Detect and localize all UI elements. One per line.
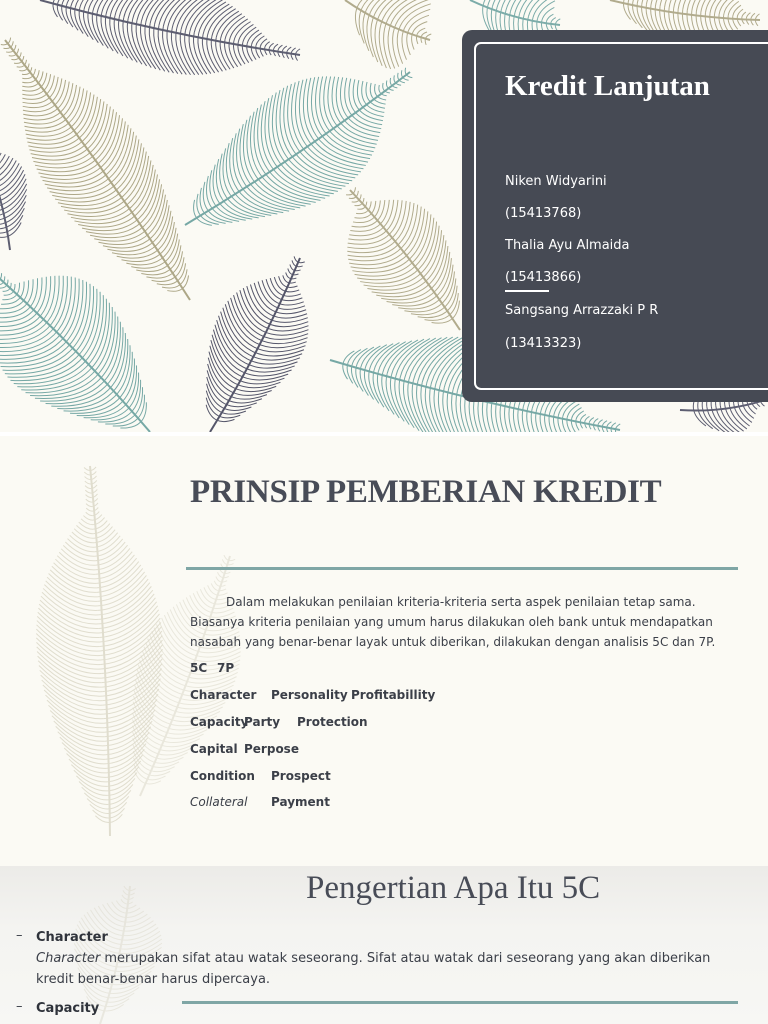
bullet-body-text: merupakan sifat atau watak seseorang. Sifat atau watak dari seseorang yang akan diberikan kredit benar-benar harus dipercaya.	[36, 951, 711, 987]
bullet-dash: –	[16, 999, 23, 1014]
teal-feather	[0, 267, 150, 432]
author-name: Thalia Ayu Almaida	[505, 238, 630, 253]
slide-title: Pengertian Apa Itu 5C	[306, 870, 601, 906]
header-5c: 5C	[190, 661, 208, 675]
criterion-p: Party	[244, 715, 281, 729]
criterion-c: Capacity	[190, 715, 249, 729]
criterion-p-extra: Protection	[297, 715, 368, 729]
bullet-heading: Capacity	[36, 1001, 100, 1016]
author-name: Sangsang Arrazzaki P R	[505, 303, 659, 318]
criterion-p: Payment	[271, 795, 330, 809]
navy-feather	[206, 256, 308, 432]
title-divider	[186, 567, 738, 570]
author-id: (13413323)	[505, 336, 582, 351]
slide-title: PRINSIP PEMBERIAN KREDIT	[190, 474, 662, 510]
intro-paragraph	[190, 592, 725, 652]
author-id: (15413866)	[505, 270, 582, 285]
header-7p: 7P	[217, 661, 235, 675]
bullet-dash: –	[16, 928, 23, 943]
bullet-body	[36, 948, 752, 990]
criterion-p: Perpose	[244, 742, 299, 756]
intro-text: Dalam melakukan penilaian kriteria-kriteria serta aspek penilaian tetap sama. Biasanya kriteria penilaian yang umum harus dilakukan oleh bank untuk mendapatkan nasabah yang benar-benar layak untuk diberikan, dilakukan dengan analisis 5C dan 7P.	[190, 595, 716, 649]
author-name: Niken Widyarini	[505, 174, 607, 189]
navy-feather	[0, 140, 27, 250]
criterion-p-extra: Profitabillity	[351, 688, 436, 702]
criterion-p: Prospect	[271, 769, 331, 783]
criterion-c: Collateral	[190, 795, 248, 809]
bullet-body-term: Character	[36, 951, 101, 966]
khaki-feather	[345, 0, 431, 69]
navy-feather	[40, 0, 300, 75]
teal-feather	[185, 68, 412, 226]
bullet-heading: Character	[36, 930, 108, 945]
criterion-c: Condition	[190, 769, 255, 783]
khaki-feather	[1, 38, 190, 300]
author-id: (15413768)	[505, 206, 582, 221]
presentation-title: Kredit Lanjutan	[505, 70, 710, 102]
faded-feather	[36, 466, 162, 836]
criterion-c: Character	[190, 688, 257, 702]
title-divider	[182, 1001, 738, 1004]
criterion-p: Personality	[271, 688, 348, 702]
khaki-feather	[346, 187, 460, 330]
criterion-c: Capital	[190, 742, 238, 756]
author-id-underline	[505, 290, 549, 292]
